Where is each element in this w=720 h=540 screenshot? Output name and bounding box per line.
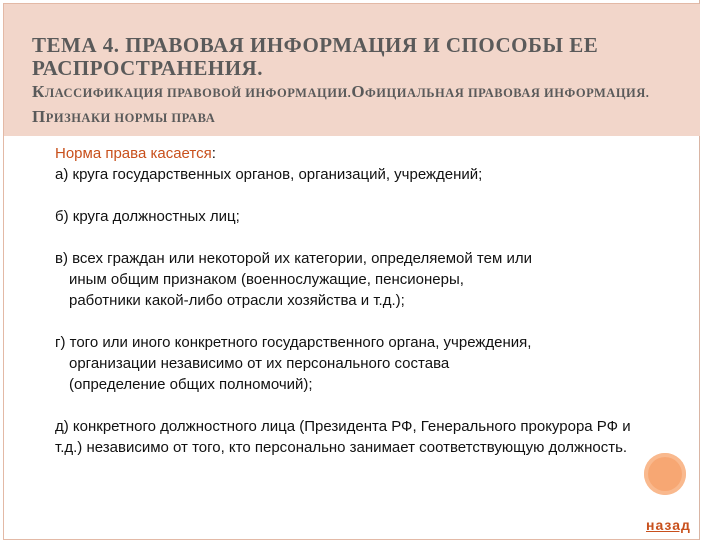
lead-colon: :	[211, 145, 216, 162]
list-item-text: в) всех граждан или некоторой их категории, определяемой тем или	[55, 250, 532, 267]
list-item	[55, 332, 645, 395]
back-link[interactable]: назад	[646, 517, 691, 533]
subtitle-part-2: ФИЦИАЛЬНАЯ ПРАВОВАЯ ИНФОРМАЦИЯ.	[365, 86, 650, 100]
subtitle-part-1: ЛАССИФИКАЦИЯ ПРАВОВОЙ ИНФОРМАЦИИ.	[44, 86, 352, 100]
slide-header	[4, 4, 700, 136]
list-item-text: д) конкретного должностного лица (Президента РФ, Генерального прокурора РФ и т.д.) независимо от того, кто персонально занимает соответствующую должность.	[55, 418, 631, 456]
list-item-text: б) круга должностных лиц;	[55, 208, 240, 225]
list-item-continuation: иным общим признаком (военнослужащие, пенсионеры, работники какой-либо отрасли хозяйства и т.д.);	[69, 271, 464, 309]
slide-content	[55, 143, 645, 458]
lead-label: Норма права касается	[55, 145, 212, 162]
subtitle-initial-1: К	[32, 82, 45, 101]
list-item	[55, 206, 645, 227]
slide-subtitle	[32, 80, 672, 130]
list-item-text: а) круга государственных органов, организаций, учреждений;	[55, 166, 483, 183]
list-item	[55, 248, 645, 311]
list-item-continuation: организации независимо от их персонального состава (определение общих полномочий);	[69, 355, 450, 393]
decorative-circle	[644, 453, 686, 495]
subtitle-initial-3: П	[32, 107, 46, 126]
lead-line	[55, 143, 645, 164]
list-item	[55, 164, 645, 185]
slide-title: ТЕМА 4. ПРАВОВАЯ ИНФОРМАЦИЯ И СПОСОБЫ ЕЕ РАСПРОСТРАНЕНИЯ.	[32, 33, 599, 80]
subtitle-initial-2: О	[351, 82, 366, 101]
list-item-text: г) того или иного конкретного государственного органа, учреждения,	[55, 334, 532, 351]
subtitle-part-3: РИЗНАКИ НОРМЫ ПРАВА	[45, 111, 216, 125]
list-item	[55, 416, 635, 458]
